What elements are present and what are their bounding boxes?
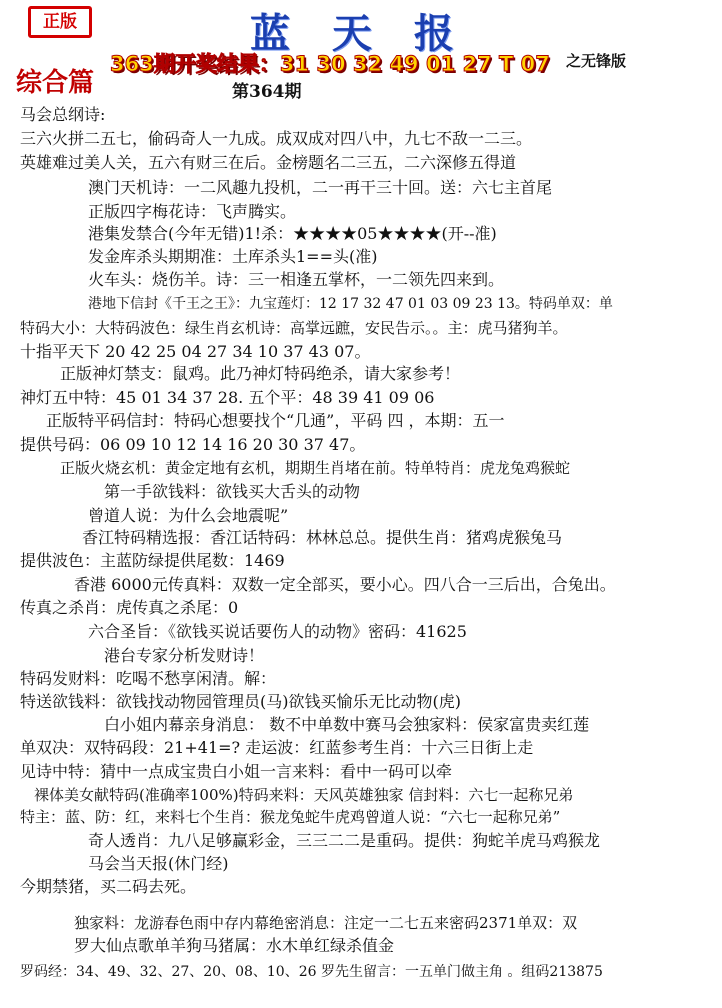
text-line: 裸体美女献特码(准确率100%)特码来料：天风英雄独家 信封料：六七一起称兄弟 — [34, 786, 574, 804]
text-line: 三六火拼二五七，偷码奇人一九成。成双成对四八中，九七不敌一二三。 — [20, 129, 533, 148]
text-line: 曾道人说：为什么会地震呢” — [88, 506, 289, 525]
text-line: 提供波色：主蓝防绿提供尾数：1469 — [20, 551, 285, 570]
text-line: 香港 6000元传真料：双数一定全部买，要小心。四八合一三后出，合兔出。 — [74, 575, 616, 594]
text-line: 香江特码精选报：香江话特码：林林总总。提供生肖：猪鸡虎猴兔马 — [82, 528, 563, 547]
text-line: 独家料：龙游春色雨中存内幕绝密消息：注定一二七五来密码2371单双：双 — [74, 914, 578, 932]
edition-label: 之无锋版 — [566, 52, 627, 70]
section-title: 综合篇 — [16, 68, 95, 98]
text-line: 港地下信封《千王之王》：九宝莲灯：12 17 32 47 01 03 09 23 13。特码单双：单 — [88, 296, 613, 312]
text-line: 火车头：烧伤羊。诗：三一相逢五掌杯，一二领先四来到。 — [88, 270, 505, 289]
text-line: 正版四字梅花诗：飞声腾实。 — [88, 202, 297, 221]
text-line: 单双决：双特码段：21+41=? 走运波：红蓝参考生肖：十六三日街上走 — [20, 738, 534, 757]
text-line: 六合圣旨：《欲钱买说话要伤人的动物》密码：41625 — [88, 622, 467, 641]
text-line: 港台专家分析发财诗！ — [104, 646, 265, 665]
text-line: 港集发禁合(今年无错)1!杀：★★★★05★★★★(开--准) — [88, 224, 497, 243]
text-line: 马会当天报(休门经) — [88, 854, 229, 873]
text-line: 十指平天下 20 42 25 04 27 34 10 37 43 07。 — [20, 342, 371, 361]
official-edition-badge: 正版 — [28, 6, 92, 38]
text-line: 正版火烧玄机：黄金定地有玄机，期期生肖堵在前。特单特肖：虎龙兔鸡猴蛇 — [60, 459, 571, 477]
newspaper-title: 蓝 天 报 — [250, 10, 468, 57]
text-line: 正版神灯禁支：鼠鸡。此乃神灯特码绝杀，请大家参考！ — [60, 364, 461, 383]
text-line: 奇人透肖：九八足够赢彩金，三三二二是重码。提供：狗蛇羊虎马鸡猴龙 — [88, 831, 601, 850]
text-line: 第一手欲钱料：欲钱买大舌头的动物 — [104, 482, 361, 501]
text-line: 发金库杀头期期准：土库杀头1==头(准) — [88, 247, 378, 266]
text-line: 今期禁猪，买二码去死。 — [20, 877, 197, 896]
draw-result-banner: 363期开奖结果：31 30 32 49 01 27 T 07 — [110, 52, 550, 76]
issue-number: 第364期 — [232, 82, 302, 102]
text-line: 罗大仙点歌单羊狗马猪属：水木单红绿杀值金 — [74, 936, 395, 955]
text-line: 神灯五中特：45 01 34 37 28. 五个平：48 39 41 09 06 — [20, 388, 435, 407]
text-line: 罗码经：34、49、32、27、20、08、10、26 罗先生留言：一五单门做主角 。组码213875 — [20, 964, 603, 980]
text-line: 马会总纲诗: — [20, 105, 106, 124]
text-line: 英雄难过美人关，五六有财三在后。金榜题名二三五，二六深修五得道 — [20, 153, 517, 172]
text-line: 特送欲钱料：欲钱找动物园管理员(马)欲钱买愉乐无比动物(虎) — [20, 692, 461, 711]
text-line: 正版特平码信封：特码心想要找个“几通”，平码 四 ，本期：五一 — [46, 411, 505, 430]
text-line: 特码发财料：吃喝不愁享闲清。解： — [20, 669, 277, 688]
text-line: 见诗中特：猜中一点成宝贵白小姐一言来料：看中一码可以牵 — [20, 762, 453, 781]
text-line: 传真之杀肖：虎传真之杀尾：0 — [20, 598, 239, 617]
text-line: 特码大小：大特码波色：绿生肖玄机诗：高掌远蹠，安民告示。。主：虎马猪狗羊。 — [20, 319, 568, 337]
text-line: 提供号码：06 09 10 12 14 16 20 30 37 47。 — [20, 435, 366, 454]
text-line: 特主：蓝、防：红，来料七个生肖：猴龙兔蛇牛虎鸡曾道人说：“六七一起称兄弟” — [20, 808, 561, 826]
text-line: 澳门天机诗：一二风趣九投机，二一再干三十回。送：六七主首尾 — [88, 178, 553, 197]
text-line: 白小姐内幕亲身消息： 数不中单数中赛马会独家料：侯家富贵卖红莲 — [104, 715, 590, 734]
